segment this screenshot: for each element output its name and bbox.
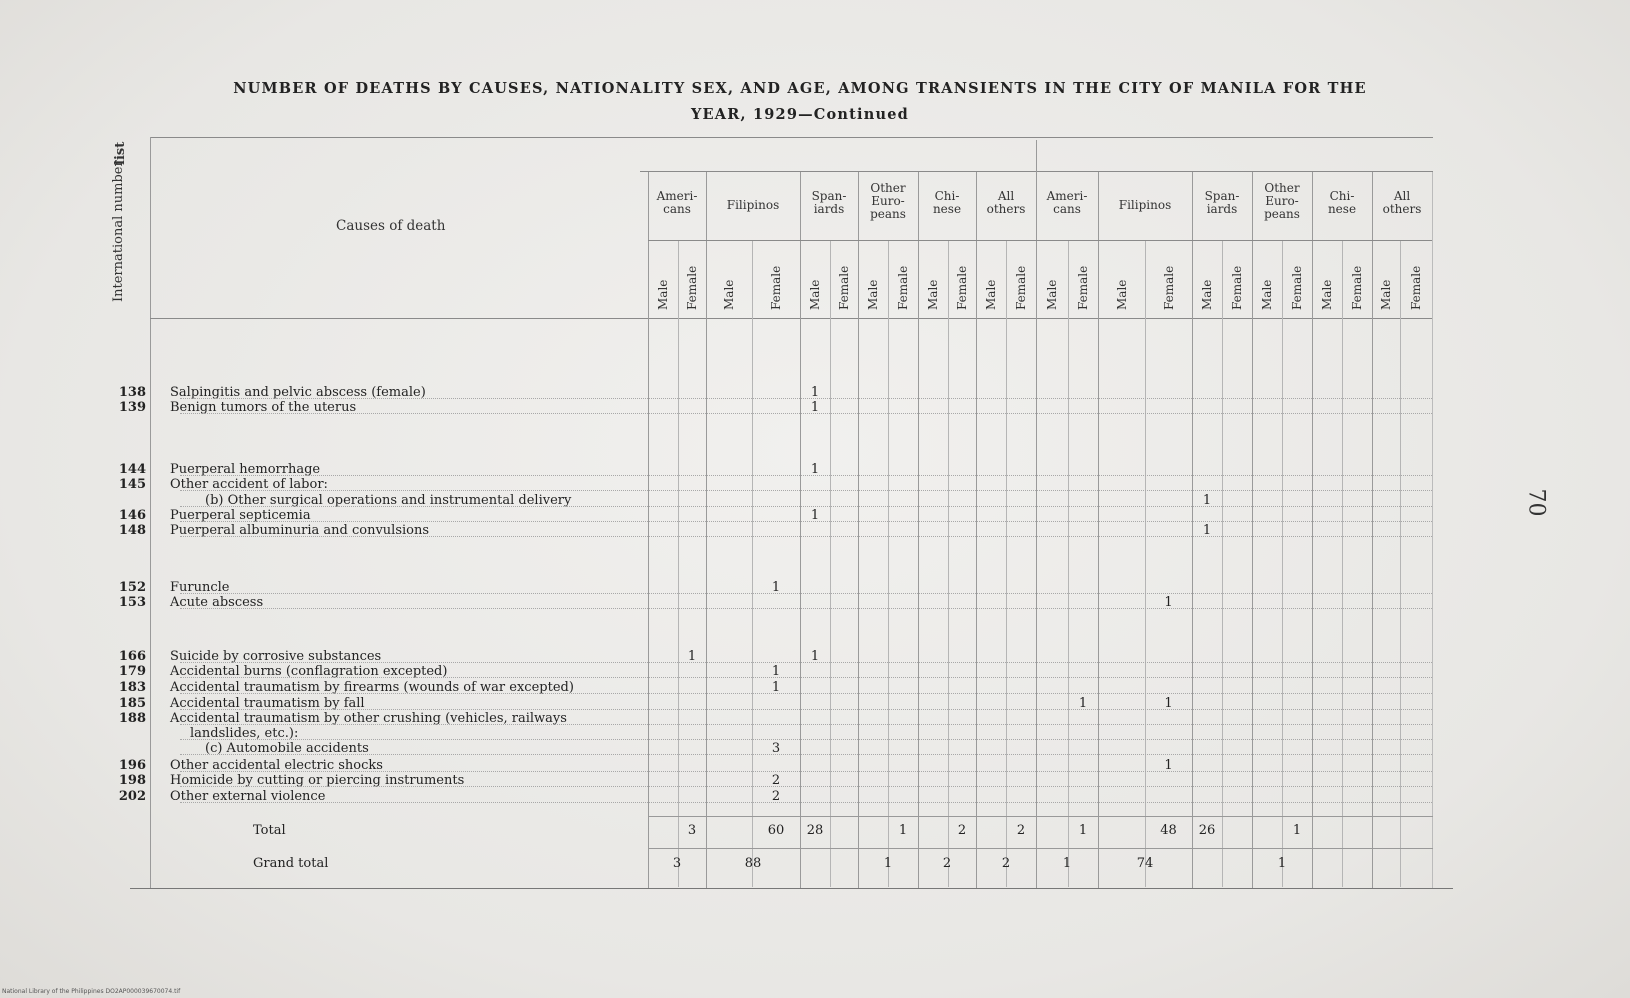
cause-of-death: Accidental traumatism by fall	[170, 696, 365, 711]
footer-note: National Library of the Philippines DO2AP000039670074.tif	[2, 988, 181, 995]
cause-of-death: Benign tumors of the uterus	[170, 400, 357, 415]
table-title	[170, 76, 1430, 128]
intl-number: 139	[118, 400, 146, 415]
list-label: list	[113, 141, 128, 165]
nationality-header	[918, 190, 976, 216]
nationality-header	[976, 190, 1036, 216]
table-row	[0, 712, 1440, 726]
causes-header: Causes of death	[336, 218, 446, 234]
sex-header-female: Female	[685, 265, 699, 310]
nationality-header-line: others	[1382, 202, 1422, 216]
grand-total-value: 74	[1136, 856, 1154, 871]
sex-header-male: Male	[1260, 279, 1274, 310]
cause-of-death: Other external violence	[170, 789, 326, 804]
cell-value: 1	[810, 400, 820, 415]
cause-of-death: Puerperal albuminuria and convulsions	[170, 523, 430, 538]
cause-of-death: Furuncle	[170, 580, 230, 595]
table-row	[0, 774, 1440, 788]
table-row	[0, 596, 1440, 610]
intl-number: 179	[118, 664, 146, 679]
cause-of-death: Puerperal hemorrhage	[170, 462, 321, 477]
sex-header-male: Male	[1045, 279, 1059, 310]
sex-header-male: Male	[722, 279, 736, 310]
cause-of-death: (c) Automobile accidents	[205, 741, 369, 756]
nationality-header-line: peans	[1264, 207, 1300, 221]
total-rule	[648, 816, 1433, 817]
nationality-header-line: iards	[1206, 202, 1238, 216]
table-row	[0, 790, 1440, 804]
sex-header-female: Female	[896, 265, 910, 310]
sex-header-female: Female	[1290, 265, 1304, 310]
intl-number: 185	[118, 696, 146, 711]
dot-leader	[180, 693, 1432, 694]
intl-number: 152	[118, 580, 146, 595]
sex-header-female: Female	[1230, 265, 1244, 310]
cell-value: 1	[810, 462, 820, 477]
intl-number: 138	[118, 385, 146, 400]
cause-of-death: Puerperal septicemia	[170, 508, 311, 523]
nationality-header-line: others	[986, 202, 1026, 216]
dot-leader	[180, 490, 1432, 491]
intl-number: 166	[118, 649, 146, 664]
intl-number: 148	[118, 523, 146, 538]
nationality-header-line: Chi-	[1329, 189, 1355, 203]
dot-leader	[180, 802, 1432, 803]
cell-value: 1	[1078, 696, 1088, 711]
grand-total-row	[0, 857, 1440, 871]
dot-leader	[180, 754, 1432, 755]
cell-value: 1	[810, 508, 820, 523]
nationality-header-line: Span-	[811, 189, 847, 203]
nationality-header	[1312, 190, 1372, 216]
sex-header-male: Male	[866, 279, 880, 310]
dot-leader	[180, 506, 1432, 507]
nationality-header	[1372, 190, 1432, 216]
total-value: 1	[1078, 823, 1088, 838]
table-row	[0, 759, 1440, 773]
total-row	[0, 824, 1440, 838]
cell-value: 1	[771, 580, 781, 595]
intl-number: 188	[118, 711, 146, 726]
total-value: 2	[957, 823, 967, 838]
nationality-header-line: Euro-	[1265, 194, 1299, 208]
table-row	[0, 581, 1440, 595]
intl-number: 196	[118, 758, 146, 773]
table-row	[0, 463, 1440, 477]
nationality-header-line: Ameri-	[656, 189, 698, 203]
sex-header-male: Male	[1114, 279, 1129, 310]
cause-of-death: Homicide by cutting or piercing instruments	[170, 773, 465, 788]
nationality-header-line: cans	[663, 202, 691, 216]
nationality-header	[858, 182, 918, 221]
cell-value: 2	[771, 773, 781, 788]
cause-of-death: Acute abscess	[170, 595, 264, 610]
total-value: 2	[1016, 823, 1026, 838]
header-bottom-rule	[150, 318, 1433, 319]
nationality-header-line: Other	[870, 181, 906, 195]
intl-number: 153	[118, 595, 146, 610]
dot-leader	[180, 709, 1432, 710]
dot-leader	[180, 739, 1432, 740]
nationality-rule	[648, 240, 1433, 241]
total-value: 48	[1160, 823, 1177, 838]
intl-number: 146	[118, 508, 146, 523]
cause-of-death: Salpingitis and pelvic abscess (female)	[170, 385, 426, 400]
intl-number: 183	[118, 680, 146, 695]
dot-leader	[180, 724, 1432, 725]
sex-header-female: Female	[1350, 265, 1364, 310]
sex-header-male: Male	[656, 279, 670, 310]
cell-value: 1	[810, 649, 820, 664]
table-row	[0, 727, 1440, 741]
dot-leader	[180, 536, 1432, 537]
table-row	[0, 386, 1440, 400]
cause-of-death: Other accidental electric shocks	[170, 758, 383, 773]
nationality-header-line: nese	[932, 202, 962, 216]
total-value: 28	[806, 823, 824, 838]
sex-header-male: Male	[1379, 279, 1393, 310]
cell-value: 1	[1164, 595, 1173, 610]
dot-leader	[180, 677, 1432, 678]
cell-value: 1	[771, 664, 781, 679]
grand-total-value: 3	[672, 856, 682, 871]
table-row	[0, 681, 1440, 695]
sex-header-female: Female	[1014, 265, 1028, 310]
sex-header-male: Male	[1320, 279, 1334, 310]
cell-value: 1	[810, 385, 820, 400]
cell-value: 2	[771, 789, 781, 804]
grand-total-value: 2	[1001, 856, 1011, 871]
intl-number: 144	[118, 462, 146, 477]
cell-value: 1	[1164, 758, 1173, 773]
cause-of-death: Accidental traumatism by other crushing (vehicles, railways	[170, 711, 567, 726]
nationality-header-line: nese	[1327, 202, 1357, 216]
cell-value: 3	[771, 741, 781, 756]
grand-total-label: Grand total	[253, 856, 329, 871]
table-top-rule	[150, 137, 1433, 138]
cell-value: 1	[1202, 523, 1212, 538]
page-number: 70	[1523, 488, 1549, 517]
nationality-header	[648, 190, 706, 216]
cause-of-death: Accidental traumatism by firearms (wounds of war excepted)	[170, 680, 574, 695]
table-row	[0, 401, 1440, 415]
nationality-header	[1192, 190, 1252, 216]
sex-header-male: Male	[1200, 279, 1214, 310]
intl-number: 145	[118, 477, 146, 492]
total-label: Total	[253, 823, 286, 838]
dot-leader	[180, 593, 1432, 594]
dot-leader	[180, 608, 1432, 609]
intl-number: 198	[118, 773, 146, 788]
nationality-header-line: cans	[1053, 202, 1081, 216]
cell-value: 1	[1164, 696, 1173, 711]
dot-leader	[180, 786, 1432, 787]
dot-leader	[180, 771, 1432, 772]
sex-header-male: Male	[808, 279, 822, 310]
grand-total-rule	[648, 848, 1433, 849]
intl-number-label: International number	[111, 160, 126, 302]
grand-total-value: 88	[744, 856, 762, 871]
nationality-header	[706, 199, 800, 212]
cause-of-death: landslides, etc.):	[190, 726, 299, 741]
sex-header-male: Male	[926, 279, 940, 310]
cell-value: 1	[771, 680, 781, 695]
nationality-header-line: Chi-	[934, 189, 960, 203]
grand-total-value: 1	[1062, 856, 1072, 871]
nationality-header-line: iards	[813, 202, 845, 216]
nationality-header-line: All	[1393, 189, 1411, 203]
table-row	[0, 509, 1440, 523]
table-row	[0, 742, 1440, 756]
cell-value: 1	[687, 649, 697, 664]
nationality-header-line: Filipinos	[1118, 198, 1172, 212]
total-value: 3	[687, 823, 697, 838]
nationality-header-line: Ameri-	[1046, 189, 1088, 203]
table-row	[0, 650, 1440, 664]
nationality-header-line: Filipinos	[726, 198, 780, 212]
table-row	[0, 494, 1440, 508]
table-row	[0, 524, 1440, 538]
sex-header-female: Female	[1409, 265, 1423, 310]
grand-total-value: 2	[942, 856, 952, 871]
cause-of-death: Suicide by corrosive substances	[170, 649, 382, 664]
sex-header-female: Female	[1076, 265, 1090, 310]
total-value: 26	[1198, 823, 1216, 838]
cause-of-death: Other accident of labor:	[170, 477, 328, 492]
sex-header-female: Female	[955, 265, 969, 310]
nationality-header-line: Euro-	[871, 194, 905, 208]
nationality-header	[800, 190, 858, 216]
nationality-header-line: Span-	[1204, 189, 1240, 203]
grand-total-value: 1	[1277, 856, 1287, 871]
table-bottom-rule	[130, 888, 1453, 889]
table-row	[0, 665, 1440, 679]
title-line-1: NUMBER OF DEATHS BY CAUSES, NATIONALITY SEX, AND AGE, AMONG TRANSIENTS IN THE CITY OF MANILA FOR THE	[233, 80, 1367, 97]
table-row	[0, 478, 1440, 492]
nationality-header	[1098, 199, 1192, 212]
nationality-header	[1252, 182, 1312, 221]
total-value: 60	[767, 823, 785, 838]
sex-header-male: Male	[984, 279, 998, 310]
nationality-header	[1036, 190, 1098, 216]
nationality-header-line: All	[997, 189, 1015, 203]
cause-of-death: (b) Other surgical operations and instrumental delivery	[205, 493, 572, 508]
title-line-2: YEAR, 1929—Continued	[690, 106, 910, 123]
sex-header-female: Female	[769, 265, 783, 310]
sex-header-female: Female	[1161, 265, 1176, 310]
cell-value: 1	[1202, 493, 1212, 508]
total-value: 1	[1292, 823, 1302, 838]
table-row	[0, 697, 1440, 711]
cause-of-death: Accidental burns (conflagration excepted)	[170, 664, 448, 679]
intl-number: 202	[118, 789, 146, 804]
sex-header-female: Female	[837, 265, 851, 310]
total-value: 1	[898, 823, 908, 838]
nationality-header-line: Other	[1264, 181, 1300, 195]
grand-total-value: 1	[883, 856, 893, 871]
nationality-header-line: peans	[870, 207, 906, 221]
